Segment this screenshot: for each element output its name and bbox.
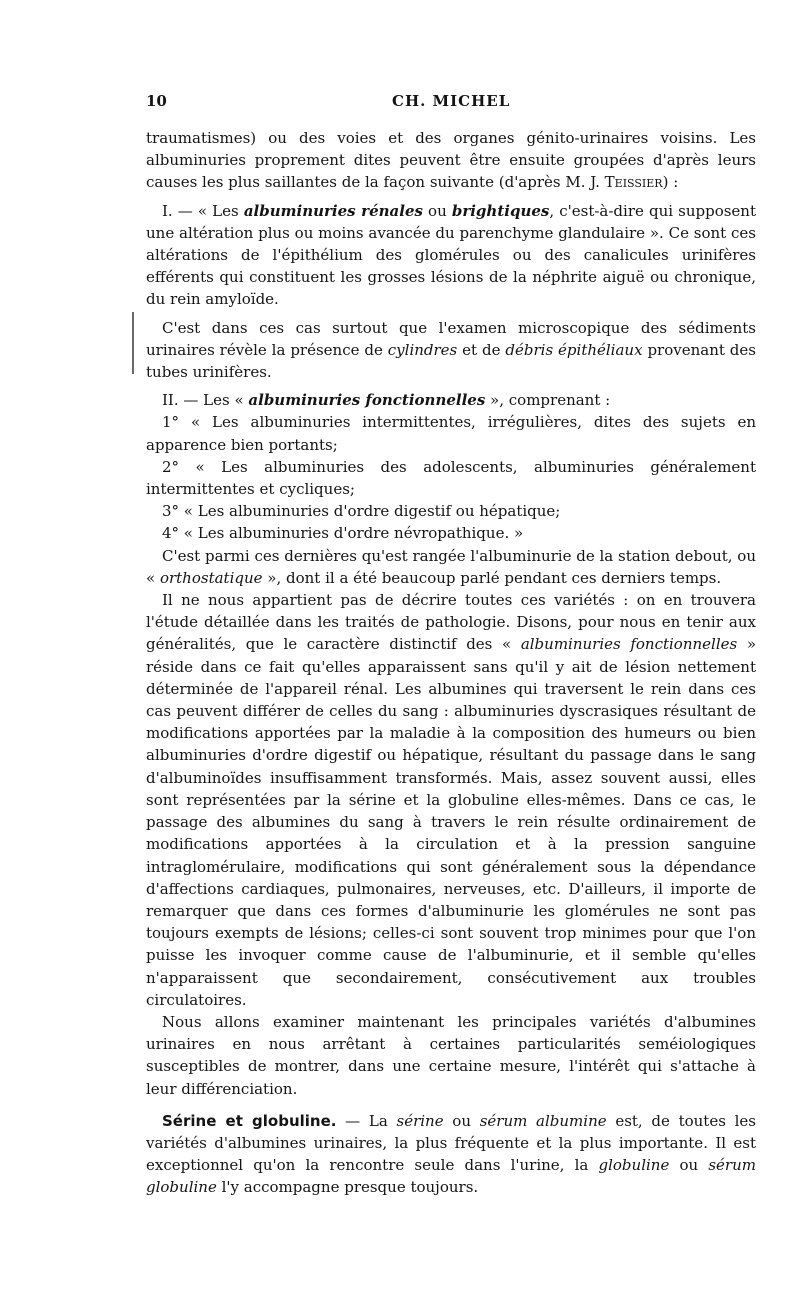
paragraph-serine-globuline: Sérine et globuline. — La sérine ou sérum albumine est, de toutes les variétés d'albumines urinaires, la plus fréquente et la plus importante. Il est exceptionnel qu'on la rencontre seule dans l'urine, la globuline ou sérum globuline l'y accompagne presque toujours.: [146, 1111, 756, 1197]
margin-mark: [132, 312, 134, 374]
paragraph-functional-albuminuria: II. — Les « albuminuries fonctionnelles », comprenant :: [162, 391, 611, 410]
list-item: 1° « Les albuminuries intermittentes, irrégulières, dites des sujets en apparence bien portants;: [146, 413, 756, 454]
paragraph-distinctive-character: Il ne nous appartient pas de décrire toutes ces variétés : on en trouvera l'étude détaillée dans les traités de pathologie. Disons, pour nous en tenir aux généralités, que le caractère distinctif des « albuminuries fonctionnelles » réside dans ce fait qu'elles apparaissent sans qu'il y ait de lésion nettement déterminée de l'appareil rénal. Les albumines qui traversent le rein dans ces cas peuvent différer de celles du sang : albuminuries dyscrasiques résultant de modifications apportées par la maladie à la composition des humeurs ou bien albuminuries d'ordre digestif ou hépatique, résultant du passage dans le sang d'albuminoïdes insuffisamment transformés. Mais, assez souvent aussi, elles sont représentées par la sérine et la globuline elles-mêmes. Dans ce cas, le passage des albumines du sang à travers le rein résulte ordinairement de modifications apportées à la circulation et à la pression sanguine intraglomérulaire, modifications qui sont généralement sous la dépendance d'affections cardiaques, pulmonaires, nerveuses, etc. D'ailleurs, il importe de remarquer que dans ces formes d'albuminurie les glomérules ne sont pas toujours exempts de lésions; celles-ci sont souvent trop minimes pour que l'on puisse les invoquer comme cause de l'albuminurie, et il semble qu'elles n'apparaissent que secondairement, consécutivement aux troubles circulatoires.: [146, 591, 757, 1009]
author-name: Teissier: [604, 173, 663, 192]
list-item: 2° « Les albuminuries des adolescents, albuminuries généralement intermittentes et cycliques;: [146, 457, 756, 499]
paragraph-renal-albuminuria: I. — « Les albuminuries rénales ou brightiques, c'est-à-dire qui supposent une altération plus ou moins avancée du parenchyme glandulaire ». Ce sont ces altérations de l'épithélium des glomérules ou des canalicules urinifères efférents qui constituent les grosses lésions de la néphrite aiguë ou chronique, du rein amyloïde.: [146, 201, 756, 309]
page-body: [146, 127, 756, 1199]
list-item: 4° « Les albuminuries d'ordre névropathique. »: [162, 524, 524, 543]
paragraph-intro: traumatismes) ou des voies et des organes génito-urinaires voisins. Les albuminuries proprement dites peuvent être ensuite groupées d'après leurs causes les plus saillantes de la façon suivante (d'après M. J. Teissier) :: [146, 129, 756, 192]
paragraph-examination: Nous allons examiner maintenant les principales variétés d'albumines urinaires en nous arrêtant à certaines particularités seméiologiques susceptibles de montrer, dans une certaine mesure, l'intérêt qui s'attache à leur différenciation.: [146, 1012, 756, 1098]
page-header: [146, 92, 756, 114]
paragraph-orthostatic: C'est parmi ces dernières qu'est rangée l'albuminurie de la station debout, ou « orthostatique », dont il a été beaucoup parlé pendant ces derniers temps.: [146, 546, 756, 587]
running-title: CH. MICHEL: [392, 92, 511, 110]
paragraph-microscopy: C'est dans ces cas surtout que l'examen microscopique des sédiments urinaires révèle la présence de cylindres et de débris épithéliaux provenant des tubes urinifères.: [146, 318, 756, 382]
list-item: 3° « Les albuminuries d'ordre digestif ou hépatique;: [162, 502, 561, 521]
page-number: 10: [146, 92, 167, 110]
section-heading: Sérine et globuline.: [162, 1111, 337, 1130]
